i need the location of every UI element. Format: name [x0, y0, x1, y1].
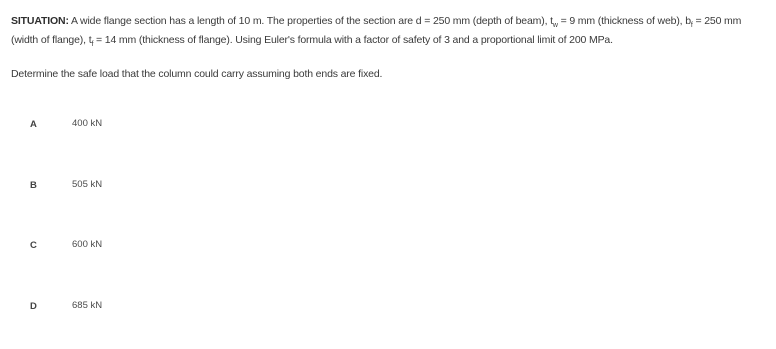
situation-text-4: = 14 mm (thickness of flange). Using Euler's formula with a factor of safety of 3 and a proportional limit of 200 MPa.	[93, 34, 613, 46]
situation-label: SITUATION:	[11, 15, 69, 27]
question-text: Determine the safe load that the column could carry assuming both ends are fixed.	[11, 68, 383, 80]
choice-letter: A	[30, 119, 37, 130]
situation-text-3: = 250 mm (width of flange), t	[11, 15, 742, 46]
choice-d[interactable]	[0, 297, 300, 321]
web-subscript: w	[552, 22, 558, 30]
choice-letter: D	[30, 301, 37, 312]
choice-letter: C	[30, 240, 37, 251]
choice-answer: 400 kN	[72, 118, 103, 129]
situation-text-2: = 9 mm (thickness of web), b	[557, 15, 691, 27]
situation-text-1: A wide flange section has a length of 10 m. The properties of the section are d = 250 mm (depth of beam), t	[68, 15, 553, 27]
flange-thickness-subscript: f	[91, 41, 94, 49]
choice-a[interactable]	[0, 115, 300, 139]
situation-paragraph	[11, 12, 763, 50]
choice-answer: 505 kN	[72, 179, 103, 190]
choice-answer: 600 kN	[72, 239, 103, 250]
choice-letter: B	[30, 180, 37, 191]
flange-width-subscript: f	[690, 22, 693, 30]
choice-c[interactable]	[0, 236, 300, 260]
choice-answer: 685 kN	[72, 300, 103, 311]
choice-b[interactable]	[0, 176, 300, 200]
